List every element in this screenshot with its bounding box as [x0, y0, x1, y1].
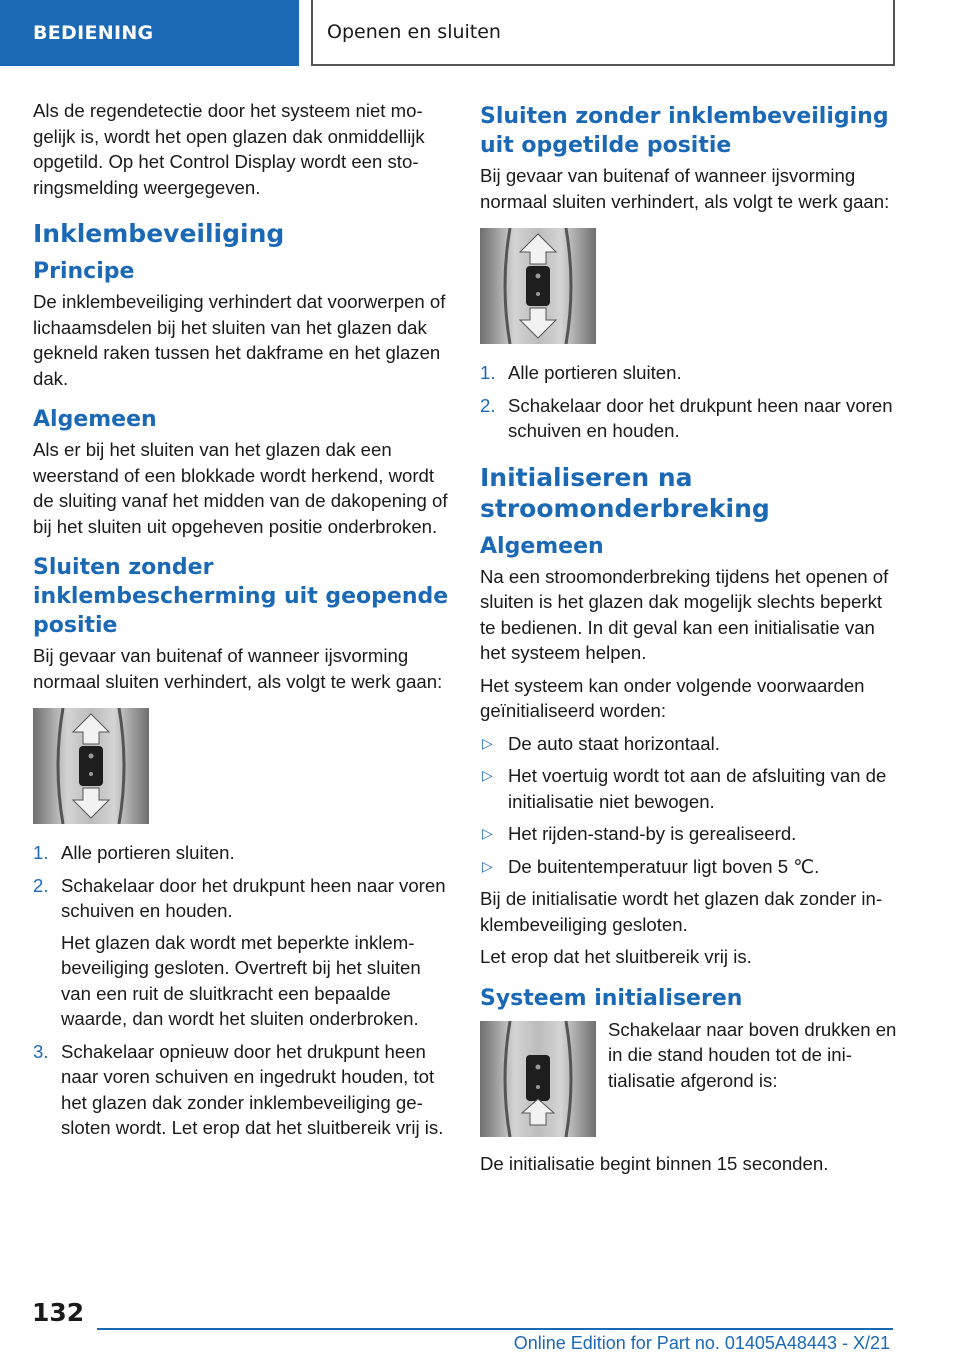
step-text: Alle portieren sluiten. — [508, 362, 682, 383]
condition-text: De auto staat horizontaal. — [508, 732, 720, 754]
triangle-bullet-icon: ▷ — [482, 734, 493, 751]
list-item — [33, 840, 451, 866]
list-item — [480, 731, 900, 757]
step-number: 2. — [33, 874, 49, 896]
page-number: 132 — [32, 1298, 85, 1327]
list-item — [480, 763, 900, 814]
intro-paragraph: Als de regendetectie door het systeem niet mogelijk is, wordt het open glazen dak onmiddellijk opgetild. Op het Control Display wordt een storingsmelding weergegeven. — [33, 100, 425, 198]
heading-sluiten-opgetild: Sluiten zonder inklembeveiliging uit opgetilde positie — [480, 104, 889, 158]
heading-principe: Principe — [33, 259, 135, 284]
switch-illustration-forward — [33, 708, 149, 824]
step-text: Schakelaar door het drukpunt heen naar voren schuiven en houden. — [508, 394, 893, 441]
list-item — [480, 821, 900, 847]
list-item — [33, 1039, 451, 1141]
section-tab — [0, 0, 299, 66]
steps-list-left — [33, 840, 451, 1141]
principe-paragraph: De inklembeveiliging verhindert dat voorwerpen of lichaamsdelen bij het sluiten van het glazen dak gekneld raken tussen het dakframe en het glazen dak. — [33, 291, 446, 389]
heading-systeem-initialiseren: Systeem initialiseren — [480, 985, 743, 1011]
step-note: Het glazen dak wordt met beperkte inklembeveiliging gesloten. Overtreft bij het sluiten van een ruit de sluitkracht een bepaalde waarde, dan wordt het sluiten onderbroken. — [61, 931, 421, 1029]
opgetild-paragraph: Bij gevaar van buitenaf of wanneer ijsvorming normaal sluiten verhindert, als volgt te werk gaan: — [480, 165, 890, 212]
heading-algemeen: Algemeen — [33, 407, 157, 432]
heading-inklembeveiliging: Inklembeveiliging — [33, 219, 285, 248]
triangle-bullet-icon: ▷ — [482, 857, 493, 874]
step-text: Schakelaar opnieuw door het drukpunt heen naar voren schuiven en ingedrukt houden, tot het glazen dak zonder inklembeveiliging gesloten wordt. Let erop dat het sluitbereik vrij is. — [61, 1040, 444, 1138]
heading-algemeen-init: Algemeen — [480, 533, 604, 559]
steps-list-right — [480, 360, 900, 444]
step-number: 3. — [33, 1040, 49, 1062]
step-number: 1. — [33, 842, 49, 863]
list-item — [480, 854, 900, 880]
list-item — [480, 360, 900, 386]
voorwaarden-paragraph: Het systeem kan onder volgende voorwaarden geïnitialiseerd worden: — [480, 674, 865, 721]
step-number: 2. — [480, 394, 496, 416]
section-title: BEDIENING — [33, 22, 154, 44]
heading-initialiseren: Initialiseren na stroomonderbreking — [480, 462, 770, 523]
heading-sluiten-geopend: Sluiten zonder inklembescherming uit geopende positie — [33, 555, 449, 638]
init-paragraph: Bij de initialisatie wordt het glazen dak zonder inklembeveiliging gesloten. — [480, 888, 883, 935]
footer-divider — [97, 1328, 893, 1330]
algemeen-paragraph: Als er bij het sluiten van het glazen dak een weerstand of een blokkade wordt herkend, wordt de sluiting vanaf het midden van de dakopening of bij het sluiten uit opgeheven positie onderbroken. — [33, 439, 448, 537]
right-column — [480, 98, 900, 1183]
vrij-paragraph: Let erop dat het sluitbereik vrij is. — [480, 946, 752, 967]
condition-text: Het voertuig wordt tot aan de afsluiting van de initialisatie niet bewogen. — [508, 765, 887, 812]
switch-illustration-up — [480, 1021, 596, 1137]
step-text: Schakelaar door het drukpunt heen naar voren schuiven en houden. — [61, 874, 446, 921]
switch-illustration-forward — [480, 228, 596, 344]
condition-text: De buitentemperatuur ligt boven 5 ℃. — [508, 855, 820, 877]
sluiten-paragraph: Bij gevaar van buitenaf of wanneer ijsvorming normaal sluiten verhindert, als volgt te werk gaan: — [33, 645, 443, 692]
step-text: Alle portieren sluiten. — [61, 842, 235, 863]
systeem-block — [480, 1017, 900, 1151]
systeem-paragraph: Schakelaar naar boven drukken en in die stand houden tot de initialisatie afgerond is: — [608, 1018, 897, 1091]
step-number: 1. — [480, 362, 496, 383]
edition-note: Online Edition for Part no. 01405A48443 - X/21 — [513, 1333, 890, 1353]
chapter-header — [311, 0, 895, 66]
left-column — [33, 98, 451, 1148]
list-item — [33, 873, 451, 1032]
list-item — [480, 393, 900, 444]
init-algemeen-paragraph: Na een stroomonderbreking tijdens het openen of sluiten is het glazen dak mogelijk slechts beperkt te bedienen. In dit geval kan een initialisatie van het systeem helpen. — [480, 565, 889, 663]
begin-paragraph: De initialisatie begint binnen 15 seconden. — [480, 1152, 829, 1174]
triangle-bullet-icon: ▷ — [482, 767, 493, 783]
triangle-bullet-icon: ▷ — [482, 825, 493, 841]
conditions-list — [480, 731, 900, 880]
chapter-title: Openen en sluiten — [327, 21, 501, 43]
condition-text: Het rijden-stand-by is gerealiseerd. — [508, 823, 797, 844]
